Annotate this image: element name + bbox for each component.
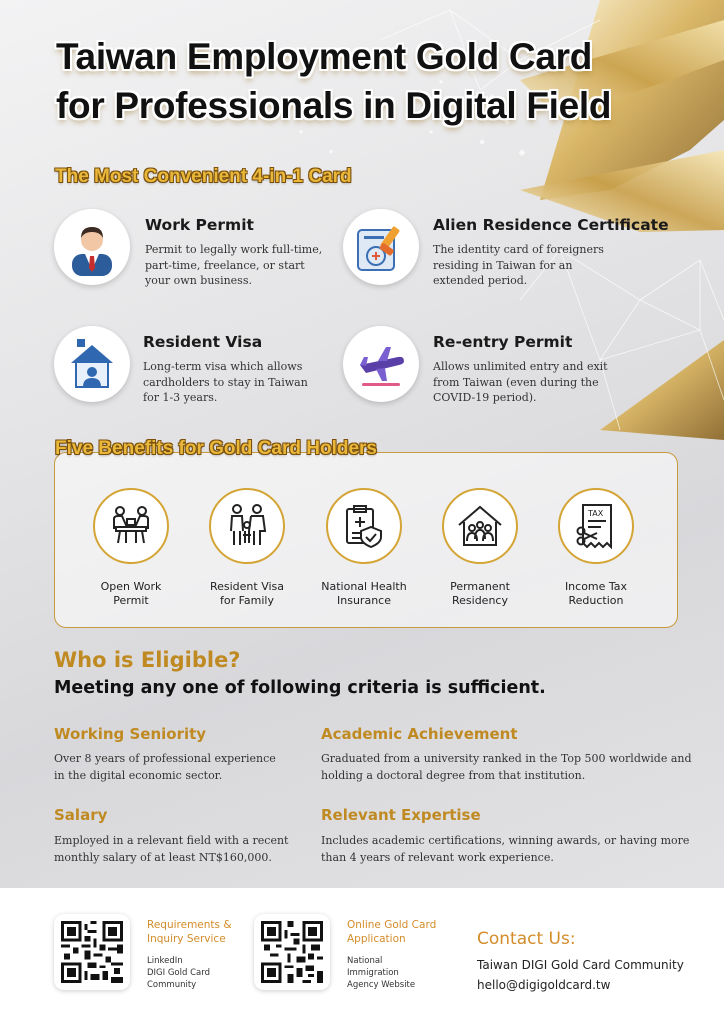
label-line: National Health [321, 580, 407, 593]
criterion-description [54, 832, 288, 866]
caption-line: Agency Website [347, 980, 416, 990]
desc-line: your own business. [145, 274, 252, 287]
office-meeting-icon [93, 488, 169, 564]
benefit-label [309, 580, 419, 608]
desc-line: monthly salary of at least NT$160,000. [54, 851, 272, 864]
criterion-description [321, 832, 689, 866]
label-line: Income Tax [564, 580, 628, 593]
residency-home-icon [442, 488, 518, 564]
desc-line: Employed in a relevant field with a recent [54, 834, 289, 847]
benefit-item [309, 488, 419, 608]
criterion-title: Academic Achievement [321, 725, 518, 743]
desc-line: than 4 years of relevant work experience. [321, 851, 554, 864]
feature-description [433, 359, 608, 406]
desc-line: for 1-3 years. [143, 391, 218, 404]
desc-line: holding a doctoral degree from that institution. [321, 769, 586, 782]
criterion-description [321, 750, 692, 784]
feature-title: Re-entry Permit [433, 333, 573, 351]
benefit-label [541, 580, 651, 608]
heading-line: Application [347, 933, 406, 945]
airplane-icon [343, 326, 419, 402]
eligibility-title: Who is Eligible? [54, 648, 241, 672]
contact-organization: Taiwan DIGI Gold Card Community [477, 958, 684, 972]
caption-line: Community [147, 980, 197, 990]
label-line: Insurance [337, 594, 391, 607]
health-insurance-icon [326, 488, 402, 564]
feature-description [143, 359, 308, 406]
caption-line: National [347, 956, 383, 966]
desc-line: extended period. [433, 274, 528, 287]
residence-certificate-icon [343, 209, 419, 285]
feature-description [145, 242, 322, 289]
criterion-title: Working Seniority [54, 725, 207, 743]
feature-title: Work Permit [145, 216, 254, 234]
desc-line: part-time, freelance, or start [145, 258, 305, 272]
caption-line: LinkedIn [147, 956, 183, 966]
feature-title: Resident Visa [143, 333, 263, 351]
desc-line: cardholders to stay in Taiwan [143, 375, 308, 389]
criterion-title: Relevant Expertise [321, 806, 481, 824]
label-line: Permit [113, 594, 149, 607]
contact-email-link[interactable]: hello@digigoldcard.tw [477, 978, 611, 992]
qr-heading [347, 918, 436, 946]
label-line: Open Work [100, 580, 162, 593]
criterion-title: Salary [54, 806, 108, 824]
eligibility-subtitle: Meeting any one of following criteria is sufficient. [54, 678, 546, 698]
desc-line: Allows unlimited entry and exit [433, 360, 608, 373]
caption-line: DIGI Gold Card [147, 968, 210, 978]
label-line: Permanent [450, 580, 510, 593]
desc-line: from Taiwan (even during the [433, 375, 599, 389]
label-line: for Family [219, 594, 275, 607]
heading-line: Online Gold Card [347, 919, 437, 931]
linkedin-qr-code[interactable] [54, 914, 130, 990]
desc-line: residing in Taiwan for an [433, 258, 573, 272]
heading-line: Requirements & [147, 919, 232, 931]
desc-line: Graduated from a university ranked in the Top 500 worldwide and [321, 752, 692, 765]
heading-line: Inquiry Service [147, 933, 226, 945]
family-icon [209, 488, 285, 564]
title-line-1: Taiwan Employment Gold Card [56, 36, 593, 77]
svg-text:TAX: TAX [588, 509, 604, 518]
desc-line: Long-term visa which allows [143, 360, 303, 373]
benefit-item [541, 488, 651, 608]
desc-line: The identity card of foreigners [433, 243, 604, 256]
resident-house-icon [54, 326, 130, 402]
feature-title: Alien Residence Certificate [433, 216, 669, 234]
benefit-label [192, 580, 302, 608]
label-line: Reduction [568, 594, 624, 607]
benefit-label [425, 580, 535, 608]
desc-line: in the digital economic sector. [54, 769, 223, 782]
desc-line: COVID-19 period). [433, 391, 537, 404]
benefit-label [76, 580, 186, 608]
four-in-one-heading: The Most Convenient 4-in-1 Card [55, 166, 352, 187]
title-line-2: for Professionals in Digital Field [56, 85, 612, 126]
page-title [56, 32, 696, 130]
qr-heading [147, 918, 232, 946]
label-line: Residency [452, 594, 508, 607]
desc-line: Over 8 years of professional experience [54, 752, 276, 765]
benefits-heading: Five Benefits for Gold Card Holders [55, 438, 377, 459]
benefit-item [192, 488, 302, 608]
immigration-qr-code[interactable] [254, 914, 330, 990]
benefit-item [76, 488, 186, 608]
businessman-icon [54, 209, 130, 285]
contact-heading: Contact Us: [477, 929, 576, 949]
tax-receipt-icon [558, 488, 634, 564]
caption-line: Immigration [347, 968, 399, 978]
benefit-item [425, 488, 535, 608]
label-line: Resident Visa [209, 580, 285, 593]
desc-line: Permit to legally work full-time, [145, 243, 323, 256]
feature-description [433, 242, 604, 289]
criterion-description [54, 750, 276, 784]
qr-caption [147, 955, 210, 991]
qr-caption [347, 955, 415, 991]
desc-line: Includes academic certifications, winning awards, or having more [321, 834, 690, 847]
